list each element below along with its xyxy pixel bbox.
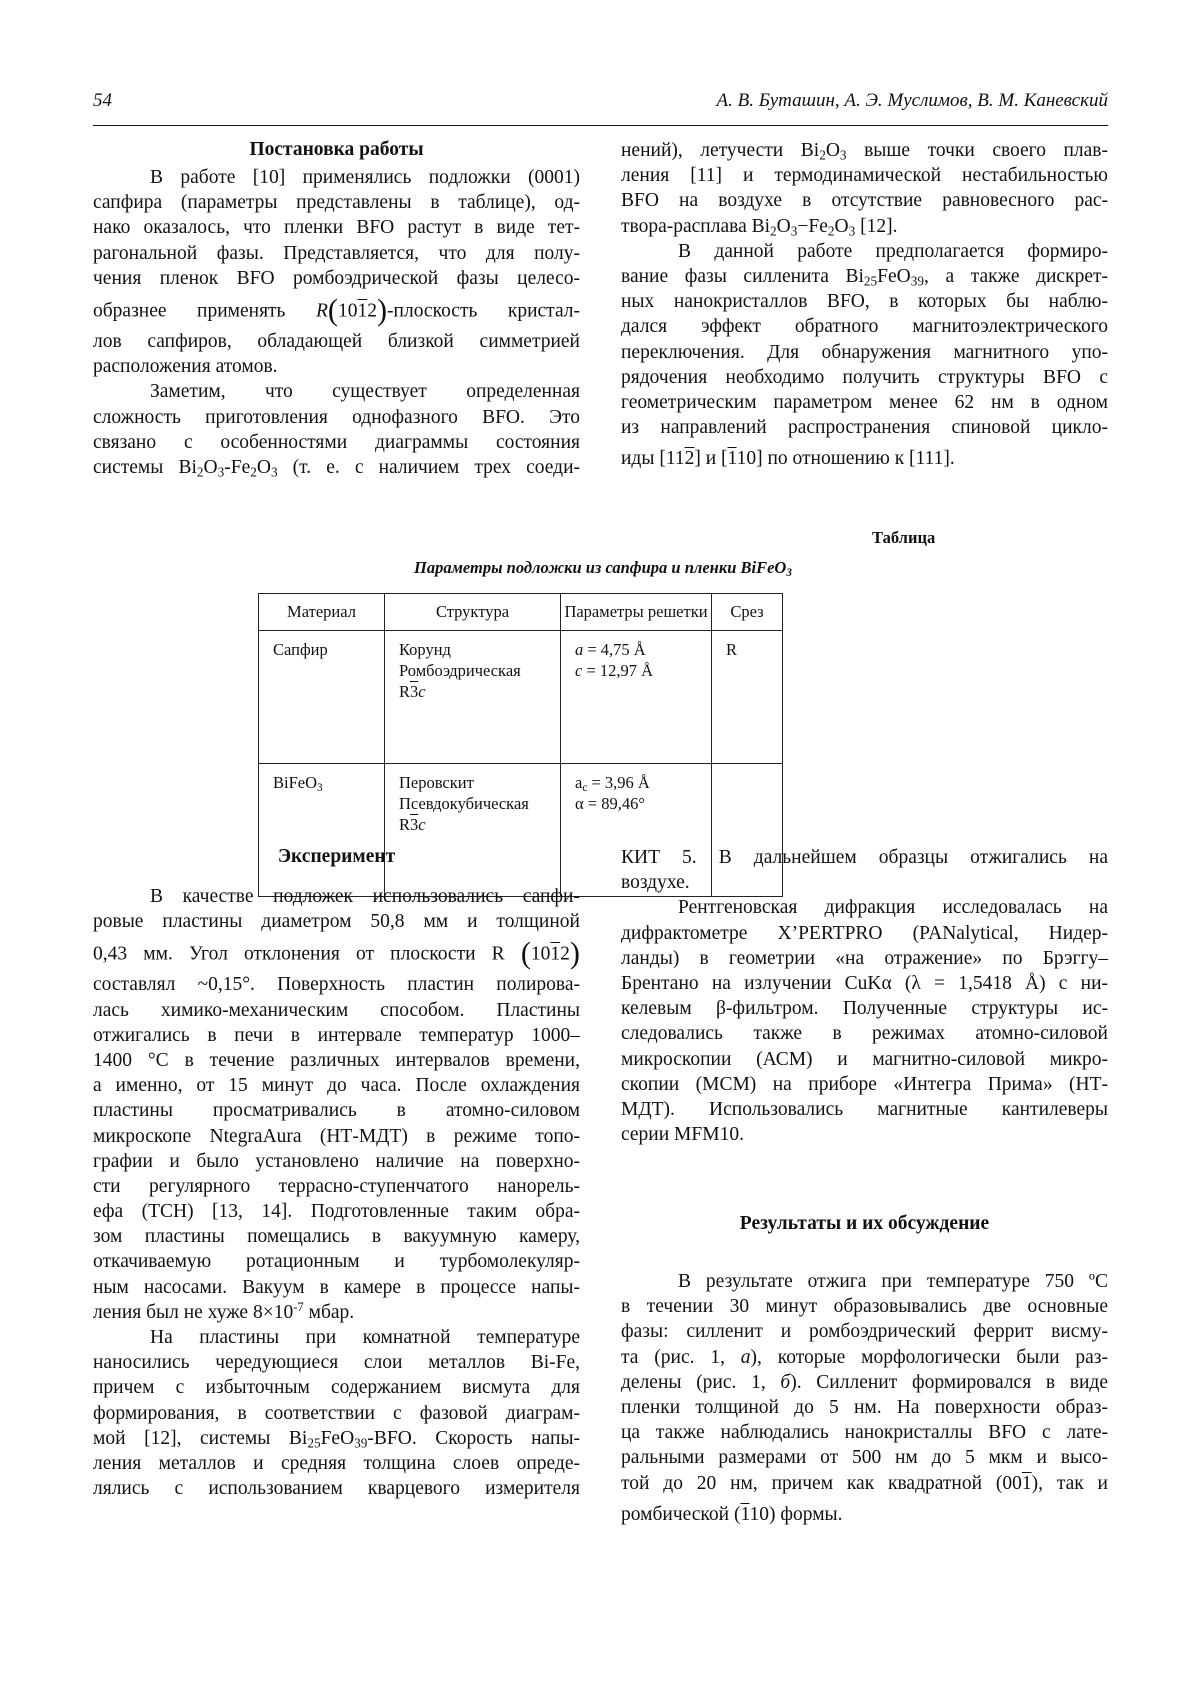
text-line: 1400 °C в течение различных интервалов времени, <box>93 1049 580 1071</box>
text-line: сложность приготовления однофазного BFO. Это <box>93 406 580 428</box>
table-header-row <box>259 594 783 631</box>
text-line: Заметим, что существует определенная <box>150 381 580 403</box>
experiment-right-text <box>621 845 1108 1147</box>
text-line: из направлений распространения спиновой цикло- <box>621 417 1108 439</box>
text-line: ромбической (110) формы. <box>621 1503 843 1525</box>
text-line: ления был не хуже $8\times 10^{-7}$ мбар. <box>93 1299 355 1323</box>
section-heading-setup: Постановка работы <box>249 139 424 160</box>
running-head-authors: А. В. Буташин, А. Э. Муслимов, В. М. Каневский <box>716 90 1108 111</box>
text-line: нако оказалось, что пленки BFO растут в виде тет- <box>93 217 580 239</box>
cell-material: BiFeO$_3$ <box>259 764 385 897</box>
text-line: твора-расплава $Bi_2O_3-Fe_2O_3$ [12]. <box>621 215 898 239</box>
text-line: воздухе. <box>621 872 690 894</box>
text-line: ефа (ТСН) [13, 14]. Подготовленные таким обра- <box>93 1201 580 1223</box>
column-header-material: Материал <box>259 594 385 631</box>
text-line: геометрическим параметром менее 62 нм в одном <box>621 391 1108 413</box>
text-line: причем с избыточным содержанием висмута для <box>93 1377 580 1399</box>
section-heading-experiment: Эксперимент <box>277 846 396 867</box>
text-line: КИТ 5. В дальнейшем образцы отжигались на <box>621 847 1108 868</box>
text-line: ления [11] и термодинамической нестабильностью <box>621 165 1108 187</box>
text-line: та (рис. 1, а), которые морфологически были раз- <box>621 1346 1108 1368</box>
text-line: ланды) в геометрии «на отражение» по Брэггу– <box>621 947 1108 969</box>
results-text <box>621 1269 1108 1534</box>
text-line: В работе [10] применялись подложки (0001) <box>150 167 580 188</box>
cell-cut: R <box>712 631 783 764</box>
text-line: формирования, в соответствии с фазовой диаграм- <box>93 1402 580 1424</box>
text-line: нений), летучести $Bi_2O_3$ выше точки своего плав- <box>621 140 1108 163</box>
text-line: сапфира (параметры представлены в таблице), од- <box>93 192 580 214</box>
setup-right-text <box>621 138 1108 478</box>
table-row <box>259 631 783 764</box>
text-line: делены (рис. 1, б). Силленит формировался в виде <box>621 1371 1108 1393</box>
cell-structure: Перовскит Псевдокубическая R3c <box>385 764 561 897</box>
text-line: чения пленок BFO ромбоэдрической фазы целесо- <box>93 267 580 289</box>
text-line: ца также наблюдались нанокристаллы BFO с лате- <box>621 1422 1108 1444</box>
text-line: дифрактометре X’PERTPRO (PANalytical, Нидер- <box>621 922 1108 944</box>
text-line: переключения. Для обнаружения магнитного упо- <box>621 341 1108 363</box>
text-line: микроскопе NtegraAura (НТ-МДТ) в режиме топо- <box>93 1125 580 1147</box>
header-rule <box>93 125 1108 126</box>
text-line: а именно, от 15 минут до часа. После охлаждения <box>93 1075 580 1097</box>
text-line: ральными размерами от 500 нм до 5 мкм и высо- <box>621 1447 1108 1469</box>
text-line: составлял ~0,15°. Поверхность пластин полирова- <box>93 974 580 996</box>
text-line: отжигались в печи в интервале температур 1000– <box>93 1024 580 1046</box>
experiment-right-column <box>621 845 1108 1147</box>
text-line: фазы: силленит и ромбоэдрический феррит висму- <box>621 1321 1108 1343</box>
text-line: иды [112] и [110] по отношению к [111]. <box>621 448 955 470</box>
text-line: лялись с использованием кварцевого измерителя <box>93 1478 580 1500</box>
text-line: ным насосами. Вакуум в камере в процессе напы- <box>93 1276 580 1298</box>
experiment-left-text <box>93 884 580 1501</box>
page-number: 54 <box>93 90 112 111</box>
table-caption: Параметры подложки из сапфира и пленки BiFeO$_3$ <box>414 558 792 580</box>
text-line: пленки толщиной до 5 нм. На поверхности образ- <box>621 1396 1108 1418</box>
setup-left-column <box>93 135 580 480</box>
text-line: На пластины при комнатной температуре <box>150 1327 580 1348</box>
section-heading-results: Результаты и их обсуждение <box>739 1213 990 1234</box>
text-line: лов сапфиров, обладающей близкой симметрией <box>93 330 580 352</box>
text-line: В данной работе предполагается формиро- <box>678 240 1108 262</box>
text-line: сти регулярного террасно-ступенчатого нанорель- <box>93 1175 580 1197</box>
text-line: графии и было установлено наличие на поверхно- <box>93 1150 580 1172</box>
text-line: ления металлов и средняя толщина слоев опреде- <box>93 1452 580 1474</box>
text-line: Брентано на излучении CuKα (λ = 1,5418 Å) с ни- <box>621 972 1108 994</box>
text-line: образнее применять R(1012)-плоскость кристал- <box>93 292 580 327</box>
text-line: наносились чередующиеся слои металлов Bi-Fe, <box>93 1352 580 1374</box>
setup-right-column <box>621 138 1108 478</box>
text-line: ных нанокристаллов BFO, в которых бы наблю- <box>621 291 1108 313</box>
text-line: ровые пластины диаметром 50,8 мм и толщиной <box>93 911 580 933</box>
text-line: 0,43 мм. Угол отклонения от плоскости R (1012) <box>93 936 580 971</box>
text-line: зом пластины помещались в вакуумную камеру, <box>93 1226 580 1248</box>
cell-lattice: a = 4,75 Å c = 12,97 Å <box>561 631 712 764</box>
text-line: вание фазы силленита $Bi_{25}FeO_{39}$, а также дискрет- <box>621 265 1108 289</box>
text-line: расположения атомов. <box>93 356 278 378</box>
running-head <box>93 90 1108 120</box>
text-line: пластины просматривались в атомно-силовом <box>93 1100 580 1122</box>
column-header-structure: Структура <box>385 594 561 631</box>
text-line: МДТ). Использовались магнитные кантилеверы <box>621 1098 1108 1120</box>
text-line: связано с особенностями диаграммы состояния <box>93 431 580 453</box>
column-header-cut: Срез <box>712 594 783 631</box>
text-line: келевым β-фильтром. Полученные структуры ис- <box>621 998 1108 1020</box>
text-line: следовались также в режимах атомно-силовой <box>621 1023 1108 1045</box>
cell-material: Сапфир <box>259 631 385 764</box>
text-line: В результате отжига при температуре 750 ºС <box>678 1271 1108 1292</box>
text-line: рядочения необходимо получить структуры BFO с <box>621 366 1108 388</box>
table-label: Таблица <box>872 528 936 547</box>
text-line: системы $Bi_2O_3-Fe_2O_3$ (т. е. с наличием трех соеди- <box>93 456 580 480</box>
text-line: в течении 30 минут образовывались две основные <box>621 1296 1108 1318</box>
text-line: микроскопии (АСМ) и магнитно-силовой микро- <box>621 1048 1108 1070</box>
text-line: той до 20 нм, причем как квадратной (001), так и <box>621 1472 1108 1494</box>
cell-structure: Корунд Ромбоэдрическая R3c <box>385 631 561 764</box>
text-line: рагональной фазы. Представляется, что для полу- <box>93 242 580 264</box>
text-line: скопии (МСМ) на приборе «Интегра Прима» (НТ- <box>621 1073 1108 1095</box>
text-line: Рентгеновская дифракция исследовалась на <box>678 897 1108 919</box>
text-line: откачиваемую ротационным и турбомолекуляр- <box>93 1251 580 1273</box>
text-line: лась химико-механическим способом. Пластины <box>93 999 580 1021</box>
text-line: серии MFM10. <box>621 1124 744 1146</box>
text-line: дался эффект обратного магнитоэлектрического <box>621 316 1108 338</box>
column-header-lattice: Параметры решетки <box>561 594 712 631</box>
cell-lattice: $a_c = 3,96$ Å α = 89,46° <box>561 764 712 897</box>
setup-left-text <box>93 165 580 480</box>
text-line: В качестве подложек использовались сапфи- <box>150 886 580 907</box>
text-line: BFO на воздухе в отсутствие равновесного рас- <box>621 190 1108 212</box>
text-line: мой [12], системы $Bi_{25}FeO_{39}$-BFO. Скорость напы- <box>93 1427 580 1451</box>
results-column <box>621 1209 1108 1534</box>
experiment-left-column <box>93 842 580 1501</box>
